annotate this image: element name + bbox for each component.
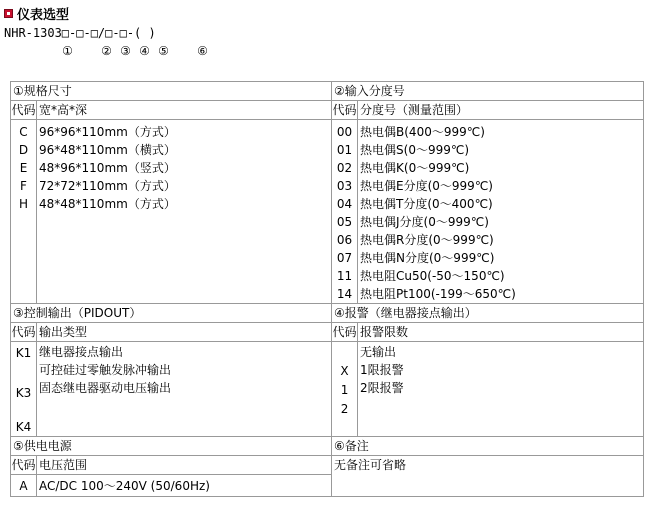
size-descs [37, 120, 332, 304]
section-title-size: ①规格尺寸 [11, 82, 332, 101]
size-code: F [20, 179, 27, 193]
desc-header: 电压范围 [37, 456, 332, 475]
input-desc: 热电阻Cu50(-50～150℃) [360, 269, 505, 283]
size-codes [11, 120, 37, 304]
desc-header: 分度号（测量范围） [358, 101, 644, 120]
size-code: H [18, 197, 29, 211]
desc-header: 输出类型 [37, 323, 332, 342]
input-desc: 热电偶T分度(0～400℃) [360, 197, 493, 211]
section-title-input: ②输入分度号 [332, 82, 644, 101]
section-title-note: ⑥备注 [332, 437, 644, 456]
control-codes [11, 342, 37, 437]
input-desc: 热电偶K(0～999℃) [360, 161, 470, 175]
control-desc: 继电器接点输出 [39, 345, 124, 359]
size-desc: 96*48*110mm（横式） [39, 143, 176, 157]
code-header: 代码 [11, 323, 37, 342]
control-desc: 可控硅过零触发脉冲输出 [39, 363, 172, 377]
alarm-code: 1 [340, 383, 349, 397]
input-desc: 热电阻Pt100(-199～650℃) [360, 287, 516, 301]
code-header: 代码 [11, 456, 37, 475]
input-desc: 热电偶S(0～999℃) [360, 143, 470, 157]
input-code: 01 [336, 143, 353, 157]
control-descs [37, 342, 332, 437]
power-desc: AC/DC 100～240V (50/60Hz) [37, 475, 332, 497]
code-header: 代码 [11, 101, 37, 120]
input-code: 00 [336, 125, 353, 139]
size-code: D [18, 143, 29, 157]
model-number: ② [101, 44, 112, 58]
input-codes [332, 120, 358, 304]
page-title [4, 4, 69, 22]
control-code [13, 364, 34, 384]
alarm-desc: 无输出 [360, 345, 397, 359]
control-code: K3 [15, 386, 32, 400]
model-number: ④ [139, 44, 150, 58]
desc-header: 宽*高*深 [37, 101, 332, 120]
size-desc: 48*96*110mm（竖式） [39, 161, 176, 175]
size-desc: 48*48*110mm（方式） [39, 197, 176, 211]
input-code: 05 [336, 215, 353, 229]
section-title-alarm: ④报警（继电器接点输出） [332, 304, 644, 323]
model-number: ③ [120, 44, 131, 58]
input-desc: 热电偶B(400～999℃) [360, 125, 485, 139]
alarm-descs [358, 342, 644, 437]
alarm-desc: 2限报警 [360, 381, 404, 395]
alarm-code: X [340, 364, 349, 378]
input-code: 06 [336, 233, 353, 247]
control-code: K4 [15, 420, 32, 434]
alarm-code: 2 [340, 402, 349, 416]
model-code: NHR-1303□-□-□/□-□-( ) [4, 26, 156, 40]
size-desc: 72*72*110mm（方式） [39, 179, 176, 193]
input-desc: 热电偶N分度(0～999℃) [360, 251, 495, 265]
size-desc: 96*96*110mm（方式） [39, 125, 176, 139]
input-code: 03 [336, 179, 353, 193]
alarm-desc: 1限报警 [360, 363, 404, 377]
input-code: 14 [336, 287, 353, 301]
model-number: ⑤ [158, 44, 169, 58]
input-descs [358, 120, 644, 304]
input-code: 02 [336, 161, 353, 175]
page-title-text: 仪表选型 [17, 7, 70, 23]
control-code [13, 404, 34, 418]
power-code: A [11, 475, 37, 497]
bullet-icon [4, 9, 13, 18]
input-code: 07 [336, 251, 353, 265]
note-text: 无备注可省略 [332, 456, 644, 497]
model-number: ① [62, 44, 73, 58]
code-header: 代码 [332, 101, 358, 120]
input-desc: 热电偶E分度(0～999℃) [360, 179, 493, 193]
section-title-power: ⑤供电电源 [11, 437, 332, 456]
model-number-row [58, 44, 212, 58]
input-code: 04 [336, 197, 353, 211]
section-title-control: ③控制输出（PIDOUT） [11, 304, 332, 323]
size-code: C [19, 125, 28, 139]
selection-table [10, 81, 644, 497]
code-header: 代码 [332, 323, 358, 342]
input-code: 11 [336, 269, 353, 283]
desc-header: 报警限数 [358, 323, 644, 342]
alarm-code [334, 343, 355, 362]
size-code: E [19, 161, 28, 175]
control-desc: 固态继电器驱动电压输出 [39, 381, 172, 395]
input-desc: 热电偶R分度(0～999℃) [360, 233, 494, 247]
control-code: K1 [15, 346, 32, 360]
alarm-codes [332, 342, 358, 437]
input-desc: 热电偶J分度(0～999℃) [360, 215, 489, 229]
model-number: ⑥ [197, 44, 208, 58]
